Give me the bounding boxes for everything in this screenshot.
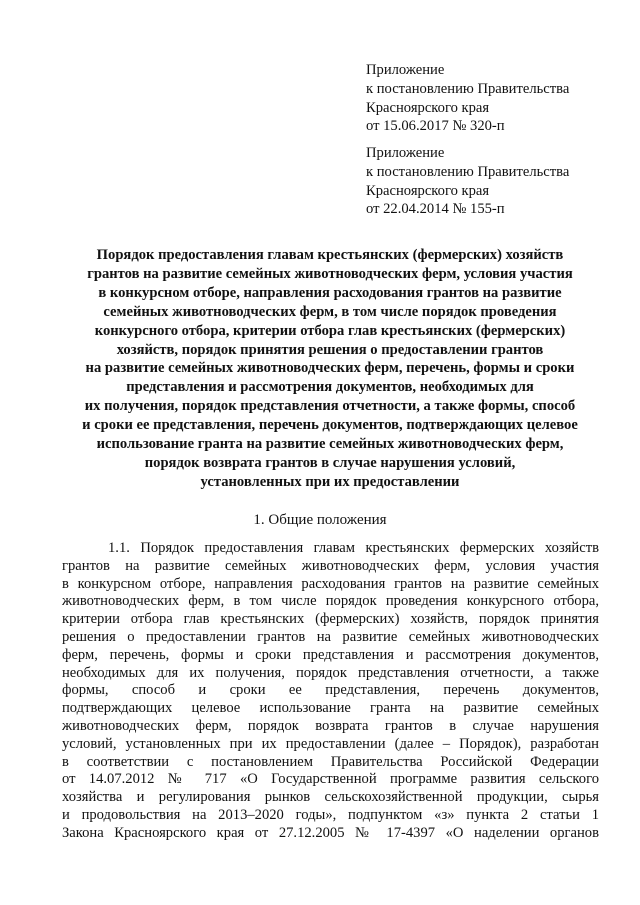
appendix-line: Приложение <box>366 145 445 161</box>
paragraph-line: 1.1. Порядок предоставления главам крестьянских фермерских хозяйств <box>108 540 599 556</box>
title-line: установленных при их предоставлении <box>200 473 460 490</box>
title-line: конкурсного отбора, критерии отбора глав крестьянских (фермерских) <box>94 322 566 339</box>
paragraph-line: хозяйства и регулирования рынков сельскохозяйственной продукции, сырья <box>62 789 599 806</box>
paragraph-line: необходимых для их получения, порядок представления отчетности, а также <box>62 664 599 681</box>
paragraph-line: решения о предоставлении грантов на развитие семейных животноводческих <box>62 628 599 645</box>
appendix-line: Красноярского края <box>366 99 490 116</box>
title-line: представления и рассмотрения документов, необходимых для <box>126 379 534 396</box>
appendix-line: от 15.06.2017 № 320-п <box>366 118 505 135</box>
appendix-note-2017 <box>366 61 626 136</box>
paragraph-line: животноводческих ферм, в том числе порядок проведения конкурсного отбора, <box>62 593 599 610</box>
section-heading-general: 1. Общие положения <box>253 512 387 528</box>
paragraph-line: и продовольствия на 2013–2020 годы», подпунктом «з» пункта 2 статьи 1 <box>62 806 599 823</box>
title-line: их получения, порядок представления отчетности, а также формы, способ <box>84 398 576 415</box>
title-line: порядок возврата грантов в случае нарушения условий, <box>144 454 516 471</box>
title-line: и сроки ее представления, перечень документов, подтверждающих целевое <box>82 417 578 434</box>
title-line: семейных животноводческих ферм, в том числе порядок проведения <box>103 303 557 320</box>
paragraph-line: критерии отбора глав крестьянских (фермерских) хозяйств, порядок принятия <box>62 611 599 628</box>
paragraph-line: в соответствии с постановлением Правительства Российской Федерации <box>62 753 599 770</box>
paragraph-line: формы, способ и сроки ее представления, перечень документов, <box>62 682 599 699</box>
appendix-line: от 22.04.2014 № 155-п <box>366 201 505 218</box>
paragraph-line: от 14.07.2012 № 717 «О Государственной программе развития сельского <box>62 771 599 788</box>
appendix-line: к постановлению Правительства <box>366 163 570 180</box>
title-line: Порядок предоставления главам крестьянских (фермерских) хозяйств <box>96 247 564 263</box>
appendix-line: к постановлению Правительства <box>366 80 570 97</box>
title-line: хозяйств, порядок принятия решения о предоставлении грантов <box>116 341 544 358</box>
paragraph-line: животноводческих ферм, порядок возврата грантов в случае нарушения <box>62 717 599 734</box>
title-line: грантов на развитие семейных животноводческих ферм, условия участия <box>87 265 573 282</box>
paragraph-line: Закона Красноярского края от 27.12.2005 № 17-4397 «О наделении органов <box>62 824 599 841</box>
paragraph-line: ферм, перечень, формы и сроки представления и рассмотрения документов, <box>62 646 599 663</box>
paragraph-line: подтверждающих целевое использование гранта на развитие семейных <box>62 700 599 717</box>
document-title <box>60 246 600 492</box>
appendix-line: Приложение <box>366 62 445 78</box>
appendix-line: Красноярского края <box>366 182 490 199</box>
paragraph-1-1 <box>62 540 599 843</box>
title-line: на развитие семейных животноводческих ферм, перечень, формы и сроки <box>85 360 575 377</box>
paragraph-line: условий, установленных при их предоставлении (далее – Порядок), разработан <box>62 735 599 752</box>
paragraph-line: грантов на развитие семейных животноводческих ферм, условия участия <box>62 557 599 574</box>
title-line: в конкурсном отборе, направления расходования грантов на развитие <box>98 284 562 301</box>
title-line: использование гранта на развитие семейных животноводческих ферм, <box>96 436 564 453</box>
appendix-note-2014 <box>366 144 626 219</box>
paragraph-line: в конкурсном отборе, направления расходования грантов на развитие семейных <box>62 575 599 592</box>
